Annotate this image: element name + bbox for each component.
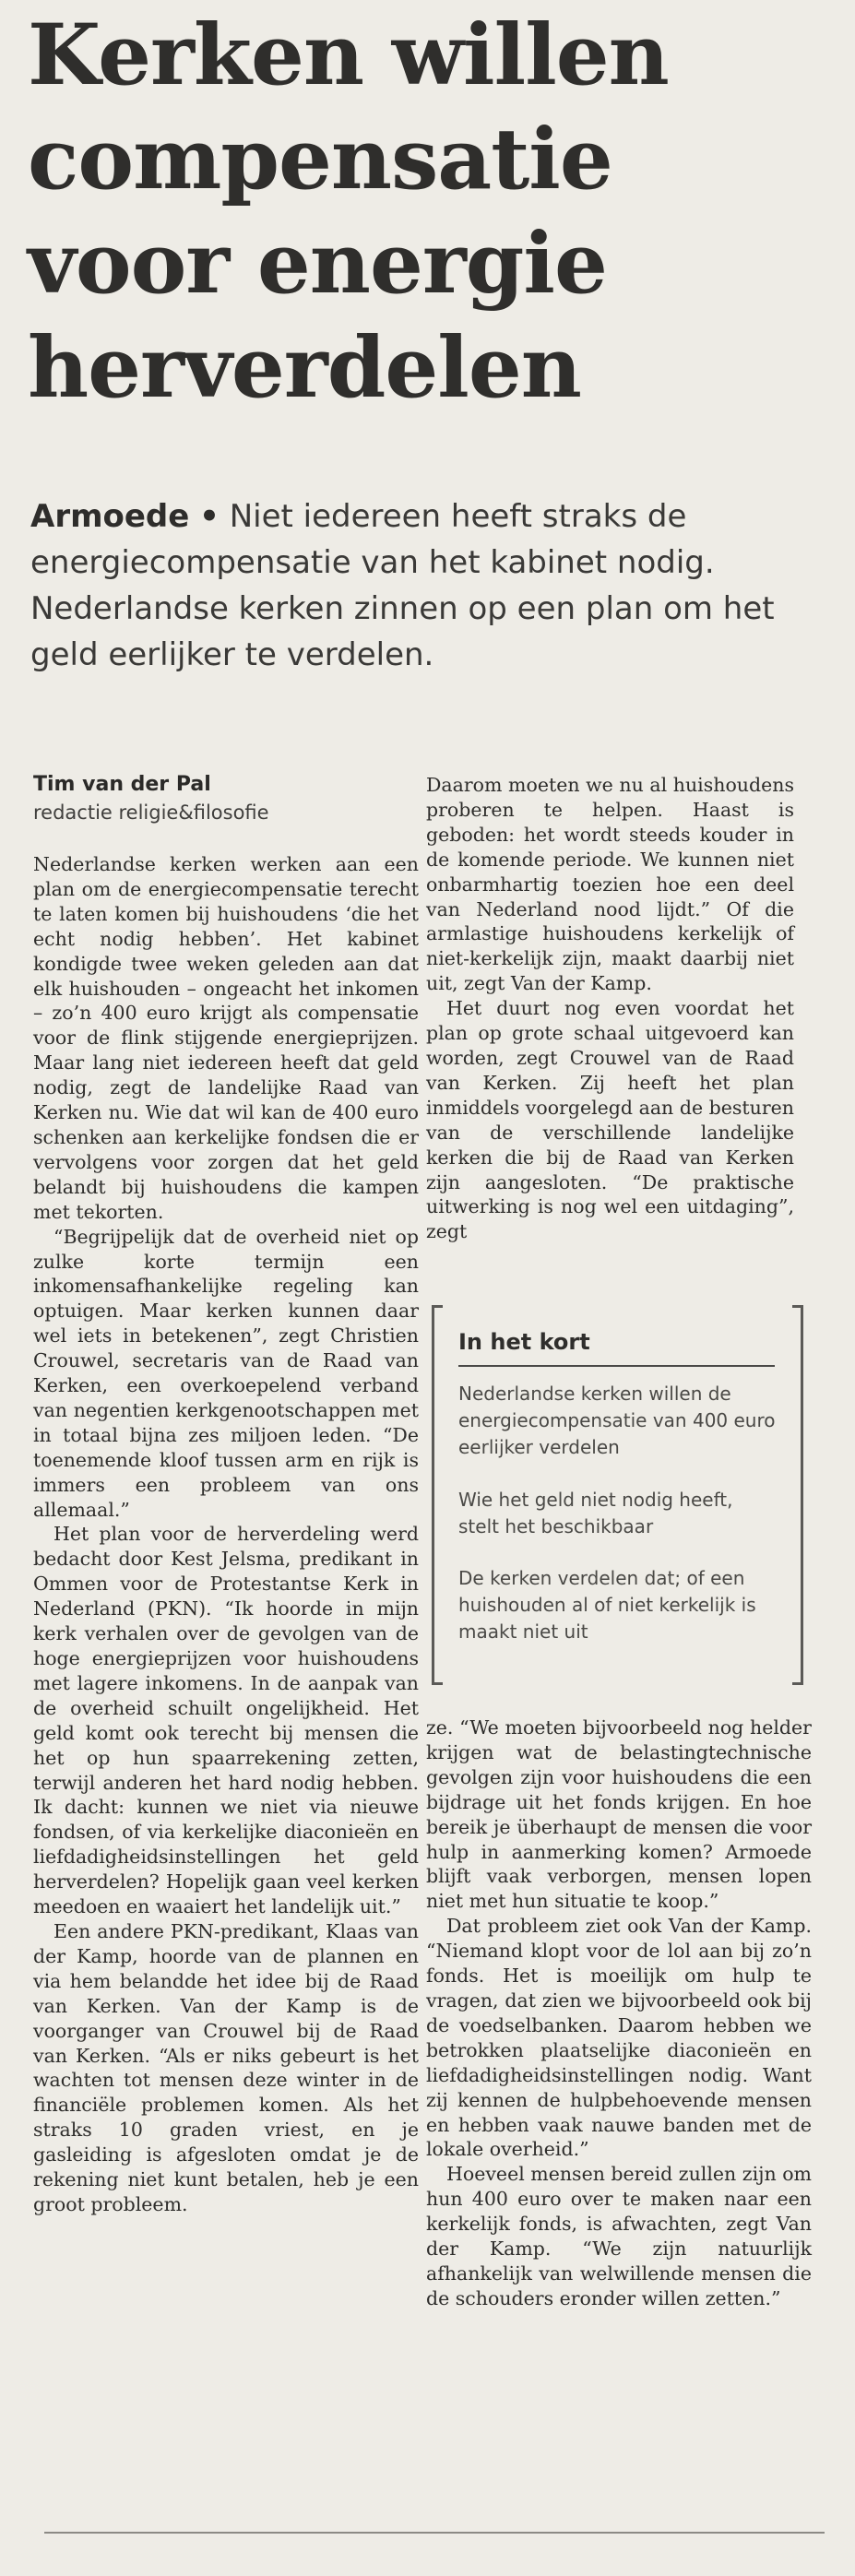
sidebar-title: In het kort (458, 1329, 590, 1355)
byline-role: redactie religie&filosofie (33, 801, 269, 824)
body-paragraph: “Begrijpelijk dat de overheid niet op zulke korte termijn een inkomensafhankelijke regeling kan optuigen. Maar kerken kunnen daar wel iets in betekenen”, zegt Christien Crouwel, secretaris van de Raad van Kerken, een overkoepelend verband van negentien kerkgenootschappen met in totaal bijna zes miljoen leden. “De toenemende kloof tussen arm en rijk is immers een probleem van ons allemaal.” (33, 1225, 419, 1521)
sidebar-item: Wie het geld niet nodig heeft, stelt het beschikbaar (458, 1489, 733, 1537)
body-paragraph: Daarom moeten we nu al huishoudens proberen te helpen. Haast is geboden: het wordt steeds kouder in de komende periode. We kunnen niet onbarmhartig toezien hoe een deel van Nederland nood lijdt.” Of die armlastige huishoudens kerkelijk of niet-kerkelijk zijn, maakt daarbij niet uit, zegt Van der Kamp. (426, 774, 794, 995)
lead-separator: • (199, 498, 220, 535)
body-column-1 (33, 852, 419, 2217)
sidebar-bracket-right (792, 1305, 803, 1685)
body-column-2-bottom (426, 1715, 812, 2311)
body-paragraph: Nederlandse kerken werken aan een plan om de energiecompensatie terecht te laten komen bij huishoudens ‘die het echt nodig hebben’. Het kabinet kondigde twee weken geleden aan dat elk huishouden – ongeacht het inkomen – zo’n 400 euro krijgt als compensatie voor de flink stijgende energieprijzen. Maar lang niet iedereen heeft dat geld nodig, zegt de landelijke Raad van Kerken nu. Wie dat wil kan de 400 euro schenken aan kerkelijke fondsen die er vervolgens voor zorgen dat het geld belandt bij huishoudens die kampen met tekorten. (33, 853, 419, 1223)
body-paragraph: Dat probleem ziet ook Van der Kamp. “Niemand klopt voor de lol aan bij zo’n fonds. Het is moeilijk om hulp te vragen, dat zien we bijvoorbeeld ook bij de voedselbanken. Daarom hebben we betrokken plaatselijke diaconieën en liefdadigheidsinstellingen nodig. Want zij kennen de hulpbehoevende mensen en hebben vaak nauwe banden met de lokale overheid.” (426, 1915, 812, 2161)
byline-author: Tim van der Pal (33, 773, 211, 796)
sidebar-bracket-left (432, 1305, 443, 1685)
body-paragraph: Het duurt nog even voordat het plan op grote schaal uitgevoerd kan worden, zegt Crouwel van de Raad van Kerken. Zij heeft het plan inmiddels voorgelegd aan de besturen van de verschillende landelijke kerken die bij de Raad van Kerken zijn aangesloten. “De praktische uitwerking is nog wel een uitdaging”, zegt (426, 997, 794, 1243)
sidebar-item: De kerken verdelen dat; of een huishouden al of niet kerkelijk is maakt niet uit (458, 1567, 756, 1643)
lead-text: Niet iedereen heeft straks de energiecompensatie van het kabinet nodig. Nederlandse kerken zinnen op een plan om het geld eerlijker te verdelen. (30, 498, 775, 673)
body-paragraph: Hoeveel mensen bereid zullen zijn om hun 400 euro over te maken naar een kerkelijk fonds, is afwachten, zegt Van der Kamp. “We zijn natuurlijk afhankelijk van welwillende mensen die de schouders eronder willen zetten.” (426, 2163, 812, 2309)
body-column-2-top (426, 773, 794, 1244)
sidebar-divider (458, 1365, 775, 1367)
byline (33, 771, 411, 826)
bottom-divider (44, 2532, 825, 2534)
lead-paragraph (30, 493, 824, 678)
body-paragraph: Het plan voor de herverdeling werd bedacht door Kest Jelsma, predikant in Ommen voor de Protestantse Kerk in Nederland (PKN). “Ik hoorde in mijn kerk verhalen over de gevolgen van de hoge energieprijzen voor huishoudens met lagere inkomens. In de aanpak van de overheid schuilt ongelijkheid. Het geld komt ook terecht bij mensen die het op hun spaarrekening zetten, terwijl anderen het hard nodig hebben. Ik dacht: kunnen we niet via nieuwe fondsen, of via kerkelijke diaconieën en liefdadigheidsinstellingen het geld herverdelen? Hopelijk gaan veel kerken meedoen en waaiert het landelijk uit.” (33, 1523, 419, 1918)
lead-kicker: Armoede (30, 498, 190, 535)
headline: Kerken willen compensatie voor energie herverdelen (28, 6, 669, 417)
in-short-sidebar (432, 1305, 800, 1683)
body-paragraph: Een andere PKN-predikant, Klaas van der Kamp, hoorde van de plannen en via hem belandde het idee bij de Raad van Kerken. Van der Kamp is de voorganger van Crouwel bij de Raad van Kerken. “Als er niks gebeurt is het wachten tot mensen deze winter in de financiële problemen komen. Als het straks 10 graden vriest, en je gasleiding is afgesloten omdat je de rekening niet kunt betalen, heb je een groot probleem. (33, 1919, 419, 2215)
body-paragraph: ze. “We moeten bijvoorbeeld nog helder krijgen wat de belastingtechnische gevolgen zijn voor huishoudens die een bijdrage uit het fonds krijgen. En hoe bereik je überhaupt de mensen die voor hulp in aanmerking komen? Armoede blijft vaak verborgen, mensen lopen niet met hun situatie te koop.” (426, 1716, 812, 1913)
sidebar-item: Nederlandse kerken willen de energiecompensatie van 400 euro eerlijker verdelen (458, 1383, 776, 1458)
